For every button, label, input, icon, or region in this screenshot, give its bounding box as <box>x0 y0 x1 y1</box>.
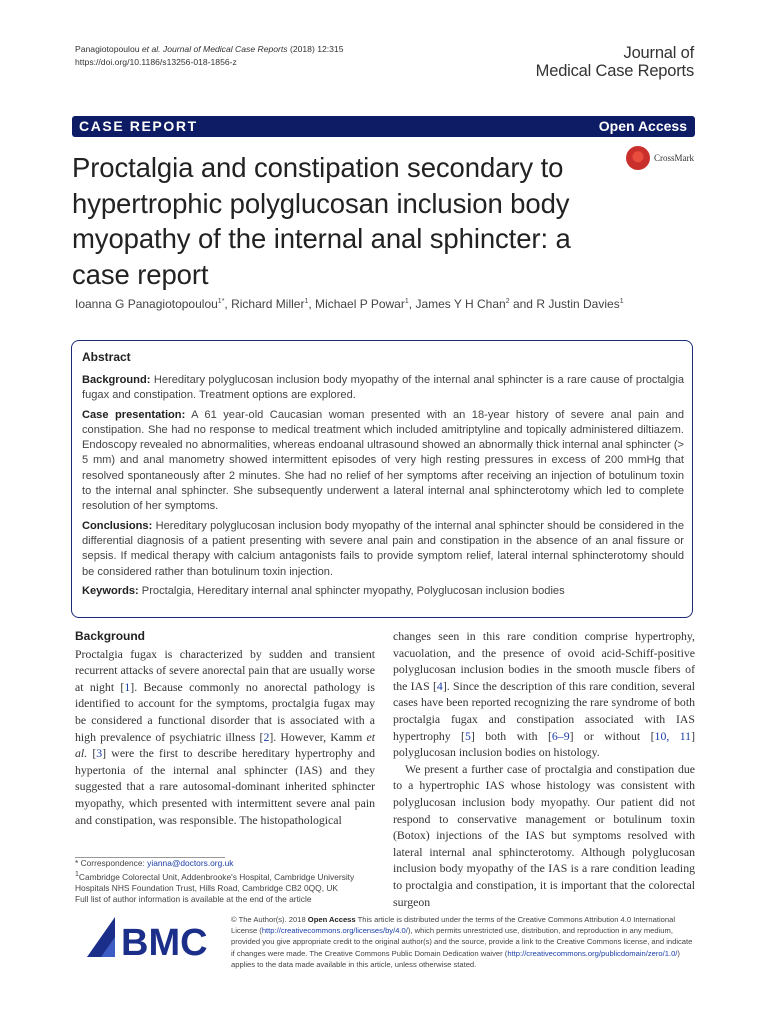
author-name[interactable]: Ioanna G Panagiotopoulou <box>75 297 218 311</box>
author-name[interactable]: R Justin Davies <box>536 297 620 311</box>
correspondence-line <box>75 858 375 869</box>
abstract-label: Case presentation: <box>82 408 186 421</box>
author-affil-sup: 1 <box>619 298 624 305</box>
journal-logo-line2: Medical Case Reports <box>535 62 694 80</box>
citation-authors: Panagiotopoulou <box>75 44 142 54</box>
abstract-conclusions <box>82 519 684 580</box>
author-name[interactable]: Michael P Powar <box>315 297 405 311</box>
body-text: ] polyglucosan inclusion bodies on histology. <box>393 728 695 760</box>
abstract-keywords <box>82 584 684 599</box>
author-affil-sup: 2 <box>505 298 510 305</box>
license-text <box>231 914 696 970</box>
author-name[interactable]: Richard Miller <box>231 297 305 311</box>
journal-logo-line1: Journal of <box>623 44 694 62</box>
article-title: Proctalgia and constipation secondary to hypertrophic polyglucosan inclusion body myopathy of the internal anal sphincter: a case report <box>72 152 571 290</box>
abstract-text: Proctalgia, Hereditary internal anal sphincter myopathy, Polyglucosan inclusion bodies <box>138 584 565 597</box>
open-access-label: Open Access <box>598 118 687 134</box>
license-link[interactable]: http://creativecommons.org/publicdomain/zero/1.0/ <box>507 948 678 958</box>
affiliation-line <box>75 869 375 894</box>
reference-link[interactable]: 3 <box>96 746 103 761</box>
body-column-left <box>75 628 375 828</box>
citation-header <box>75 43 344 69</box>
footnote <box>75 858 375 906</box>
correspondence-label: * Correspondence: <box>75 858 148 868</box>
citation-year-volume: (2018) 12:315 <box>287 44 344 54</box>
author-list: Ioanna G Panagiotopoulou$^{1*}$, Richard Miller$^1$, Michael P Powar$^1$, James Y H Chan$^2$ and R Justin Davies$^1$ <box>75 297 624 311</box>
license-segment: ) applies to the data made available in this article, unless otherwise stated. <box>231 948 680 969</box>
body-text: changes seen in this rare condition comprise hypertrophy, vacuolation, and the presence of ovoid acid-Schiff-positive polyglucosan inclusion bodies in the smooth muscle fibers of the IAS [ <box>393 629 695 693</box>
abstract-text: Hereditary polyglucosan inclusion body myopathy of the internal anal sphincter is a rare cause of proctalgia fugax and constipation. Treatment options are explored. <box>82 374 684 402</box>
reference-link[interactable]: 5 <box>465 728 471 743</box>
abstract-label: Keywords: <box>82 584 139 597</box>
reference-link[interactable]: 10, 11 <box>654 728 692 743</box>
abstract-text: Hereditary polyglucosan inclusion body myopathy of the internal anal sphincter should be considered in the differential diagnosis of a patient presenting with severe anal pain and constipation in the absence of an anal fissure or sepsis. If medical therapy with calcium antagonists fails to provide symptom relief, lateral internal sphincterotomy should be considered rather than botulinum toxin injection. <box>82 519 684 578</box>
reference-link[interactable]: 6–9 <box>551 728 570 743</box>
license-link[interactable]: http://creativecommons.org/licenses/by/4.0/ <box>261 926 408 936</box>
author-affil-sup: 1* <box>217 298 225 305</box>
reference-link[interactable]: 2 <box>263 729 270 744</box>
doi-link[interactable]: https://doi.org/10.1186/s13256-018-1856-z <box>75 57 237 67</box>
full-list-note: Full list of author information is available at the end of the article <box>75 894 312 905</box>
body-text: ] both with [ <box>470 728 552 743</box>
journal-logo <box>536 44 694 80</box>
body-text: Proctalgia fugax is characterized by sudden and transient recurrent attacks of severe anorectal pain that are usually worse at night [ <box>75 646 375 694</box>
abstract-body <box>82 373 684 603</box>
abstract-background <box>82 373 684 404</box>
body-paragraph: We present a further case of proctalgia and constipation due to a hypertrophic IAS whose histology was consistent with polyglucosan inclusion body myopathy. Our patient did not respond to conservative management or botulinum toxin (Botox) injections of the IAS but symptoms resolved with lateral internal anal sphincterotomy. Although polyglucosan inclusion body myopathy of the IAS is a rare condition leading to proctalgia and constipation, it is important that the colorectal surgeon <box>393 761 695 909</box>
reference-link[interactable]: 4 <box>436 678 443 693</box>
abstract-heading: Abstract <box>82 350 131 364</box>
bmc-logo <box>85 913 220 963</box>
abstract-box <box>71 340 693 618</box>
abstract-label: Conclusions: <box>82 519 153 532</box>
citation-journal: et al. Journal of Medical Case Reports <box>141 44 288 54</box>
abstract-case-presentation <box>82 408 684 515</box>
citation-line <box>75 43 344 56</box>
body-paragraph <box>393 628 695 761</box>
affiliation-sup: 1 <box>75 871 79 879</box>
article-type-banner <box>72 116 695 137</box>
license-segment: ), which permits unrestricted use, distribution, and reproduction in any medium, provided you give appropriate credit to the original author(s) and the source, provide a link to the Creative Commons license, and indicate if changes were made. The Creative Commons Public Domain Dedication waiver ( <box>231 926 693 958</box>
article-type-label: CASE REPORT <box>79 118 198 134</box>
affiliation-text: Cambridge Colorectal Unit, Addenbrooke's Hospital, Cambridge University Hospitals NHS Foundation Trust, Hills Road, Cambridge CB2 0QQ, UK <box>75 872 355 894</box>
body-text: ]. Since the description of this rare condition, several cases have been reported recognizing the rare syndrome of both proctalgia fugax and constipation associated with IAS hypertrophy [ <box>393 678 696 743</box>
body-text: ]. However, Kamm <box>269 729 367 744</box>
reference-link[interactable]: 1 <box>124 679 131 694</box>
body-paragraph <box>75 646 375 829</box>
crossmark-label: CrossMark <box>654 153 694 163</box>
abstract-label: Background: <box>82 374 151 386</box>
body-text: ] or without [ <box>569 728 655 743</box>
correspondence-email-link[interactable]: yianna@doctors.org.uk <box>147 858 234 868</box>
license-segment: This article is distributed under the terms of the Creative Commons Attribution 4.0 International License ( <box>231 915 676 936</box>
crossmark-icon <box>626 146 650 170</box>
crossmark-badge[interactable] <box>626 146 746 172</box>
body-text: ] were the first to describe hereditary hypertrophy and hypertonia of the internal anal sphincter (IAS) and they suggested that a rare autosomal-dominant inherited sphincter myopathy, which presented with intermittent severe anal pain and constipation, was responsible. The histopathological <box>75 746 375 827</box>
license-open-access: Open Access <box>307 915 356 924</box>
body-text: ]. Because commonly no anorectal pathology is identified to account for the symptoms, proctalgia fugax may be considered a functional disorder that is associated with a high prevalence of psychiatric illness [ <box>75 679 376 744</box>
abstract-text: A 61 year-old Caucasian woman presented with an 18-year history of severe anal pain and constipation. She had no response to medical treatment which included amitriptyline and topically administered diltiazem. Endoscopy revealed no abnormalities, whereas endoanal ultrasound showed an abnormally thick internal anal sphincter (> 5 mm) and anal manometry showed intermittent episodes of very high resting pressures in excess of 200 mmHg that resolved spontaneously after 2 minutes. She had no relief of her symptoms after receiving an injection of botulinum toxin to the internal anal sphincter. She subsequently underwent a lateral internal anal sphincterotomy which led to complete resolution of her symptoms. <box>82 408 685 513</box>
license-segment: © The Author(s). 2018 <box>231 915 308 924</box>
author-affil-sup: 1 <box>304 298 309 305</box>
body-text: et al. <box>75 729 375 761</box>
author-affil-sup: 1 <box>404 298 409 305</box>
author-name[interactable]: James Y H Chan <box>415 297 506 311</box>
body-column-right <box>393 628 695 910</box>
body-text: [ <box>87 746 97 761</box>
section-heading-background: Background <box>75 629 146 643</box>
bmc-logo-text: BMC <box>121 922 208 963</box>
